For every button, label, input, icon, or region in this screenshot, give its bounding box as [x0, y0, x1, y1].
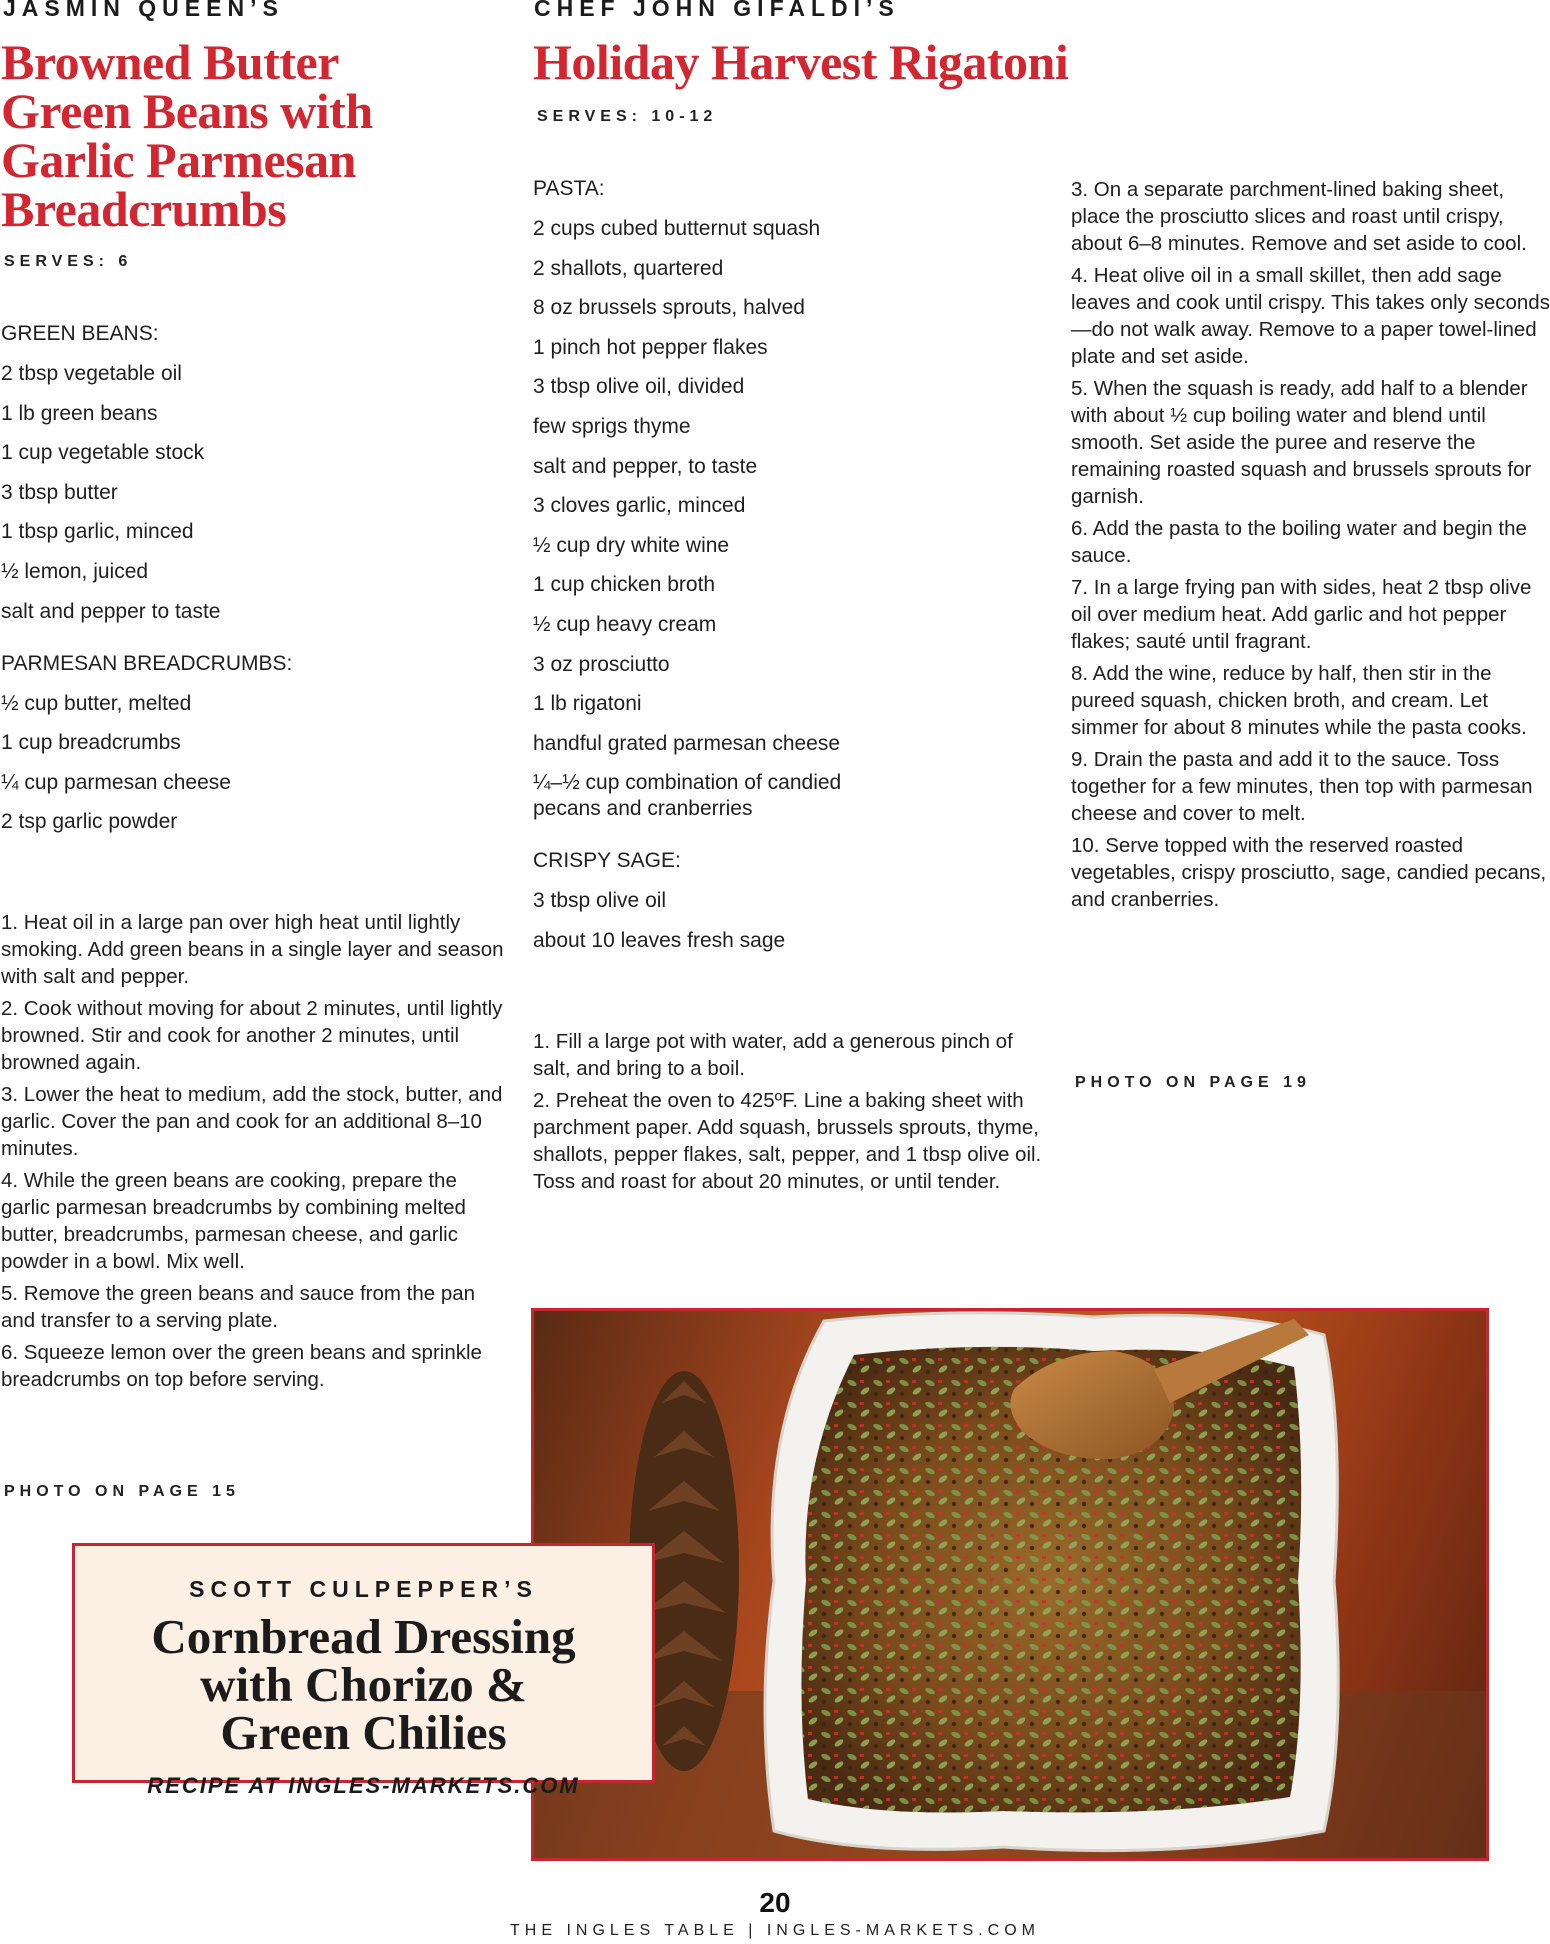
step-item: 3. On a separate parchment-lined baking sheet, place the prosciutto slices and roast until crispy, about 6–8 minutes. Remove and set aside to cool.: [1071, 178, 1527, 255]
step-item: 1. Heat oil in a large pan over high heat until lightly smoking. Add green beans in a single layer and season with salt and pepper.: [1, 911, 504, 988]
ingredient-item: 1 cup vegetable stock: [1, 441, 205, 465]
ingredient-item: 3 tbsp butter: [1, 480, 118, 504]
step-item: 5. Remove the green beans and sauce from the pan and transfer to a serving plate.: [1, 1282, 476, 1332]
step-item: 7. In a large frying pan with sides, heat 2 tbsp olive oil over medium heat. Add garlic and hot pepper flakes; sauté until fragrant.: [1071, 576, 1532, 653]
callout-link[interactable]: RECIPE AT INGLES-MARKETS.COM: [147, 1773, 580, 1798]
step-item: 10. Serve topped with the reserved roasted vegetables, crispy prosciutto, sage, candied pecans, and cranberries.: [1071, 834, 1547, 911]
ingredient-item: ¼–½ cup combination of candied pecans and cranberries: [533, 771, 842, 821]
breadcrumbs-heading: PARMESAN BREADCRUMBS:: [1, 651, 293, 675]
ingredient-item: 1 cup chicken broth: [533, 573, 716, 597]
recipe1-title: [1, 34, 521, 237]
ingredient-item: 1 tbsp garlic, minced: [1, 520, 194, 544]
ingredient-item: 3 cloves garlic, minced: [533, 494, 746, 518]
recipe1-steps: [1, 909, 506, 1398]
step-item: 2. Preheat the oven to 425ºF. Line a baking sheet with parchment paper. Add squash, brussels sprouts, thyme, shallots, pepper flakes, salt, pepper, and 1 tbsp olive oil. Toss and roast for about 20 minutes, or until tender.: [533, 1089, 1042, 1193]
ingredient-item: 1 pinch hot pepper flakes: [533, 335, 768, 359]
pasta-list: [533, 216, 1033, 822]
callout-title-line: Green Chilies: [220, 1705, 507, 1760]
ingredient-item: 1 lb green beans: [1, 401, 158, 425]
green-beans-heading: GREEN BEANS:: [1, 322, 159, 345]
pasta-heading: PASTA:: [533, 177, 605, 200]
ingredient-item: 2 shallots, quartered: [533, 256, 724, 280]
ingredient-item: handful grated parmesan cheese: [533, 731, 841, 755]
ingredient-item: ½ lemon, juiced: [1, 559, 149, 583]
ingredient-item: few sprigs thyme: [533, 414, 691, 438]
ingredient-item: 1 lb rigatoni: [533, 692, 642, 716]
callout-box: [72, 1543, 655, 1798]
breadcrumbs-list: [1, 691, 501, 836]
food-photo: [531, 1308, 1489, 1861]
ingredient-item: salt and pepper, to taste: [533, 454, 758, 478]
recipe2-ingredients: [533, 176, 1033, 968]
step-item: 1. Fill a large pot with water, add a generous pinch of salt, and bring to a boil.: [533, 1030, 1013, 1080]
recipe2-kicker: CHEF JOHN GIFALDI’S: [534, 0, 900, 21]
recipe1-kicker: JASMIN QUEEN’S: [3, 0, 284, 21]
ingredient-item: 3 tbsp olive oil, divided: [533, 375, 745, 399]
recipe1-title-line: Breadcrumbs: [1, 181, 287, 237]
recipe2-steps-right: [1071, 176, 1550, 918]
step-item: 6. Add the pasta to the boiling water and begin the sauce.: [1071, 517, 1527, 567]
step-item: 8. Add the wine, reduce by half, then stir in the pureed squash, chicken broth, and cream. Let simmer for about 8 minutes while the pasta cooks.: [1071, 662, 1527, 739]
ingredient-item: 2 cups cubed butternut squash: [533, 217, 821, 240]
ingredient-item: 2 tsp garlic powder: [1, 810, 178, 834]
callout-kicker: SCOTT CULPEPPER’S: [189, 1576, 538, 1602]
recipe2-title: Holiday Harvest Rigatoni: [533, 34, 1069, 90]
recipe1-ingredients: [1, 321, 501, 849]
ingredient-item: ¼ cup parmesan cheese: [1, 770, 231, 794]
callout-title-line: Cornbread Dressing: [151, 1609, 576, 1664]
recipe2-photo-note: PHOTO ON PAGE 19: [1075, 1074, 1311, 1091]
ingredient-item: ½ cup dry white wine: [533, 533, 730, 557]
recipe1-title-line: Browned Butter: [1, 34, 339, 90]
step-item: 4. Heat olive oil in a small skillet, then add sage leaves and cook until crispy. This takes only seconds—do not walk away. Remove to a paper towel-lined plate and set aside.: [1071, 264, 1550, 368]
recipe1-photo-note: PHOTO ON PAGE 15: [4, 1483, 240, 1500]
step-item: 9. Drain the pasta and add it to the sauce. Toss together for a few minutes, then top with parmesan cheese and cover to melt.: [1071, 748, 1533, 825]
recipe1-title-line: Green Beans with: [1, 83, 373, 139]
step-item: 5. When the squash is ready, add half to a blender with about ½ cup boiling water and blend until smooth. Set aside the puree and reserve the remaining roasted squash and brussels sprouts for garnish.: [1071, 377, 1532, 508]
ingredient-item: 2 tbsp vegetable oil: [1, 362, 182, 385]
ingredient-item: ½ cup heavy cream: [533, 612, 717, 636]
ingredient-item: 8 oz brussels sprouts, halved: [533, 296, 805, 320]
ingredient-item: 3 oz prosciutto: [533, 652, 670, 676]
recipe1-title-line: Garlic Parmesan: [1, 132, 356, 188]
green-beans-list: [1, 361, 501, 625]
ingredient-item: about 10 leaves fresh sage: [533, 928, 786, 952]
step-item: 2. Cook without moving for about 2 minutes, until lightly browned. Stir and cook for another 2 minutes, until browned again.: [1, 997, 503, 1074]
recipe1-serves: SERVES: 6: [4, 253, 133, 270]
page-number: 20: [759, 1887, 791, 1918]
footer-text: THE INGLES TABLE | INGLES-MARKETS.COM: [510, 1922, 1040, 1939]
sage-list: [533, 888, 1033, 954]
cornbread-dressing-image: [534, 1311, 1486, 1858]
callout-title: [75, 1609, 652, 1760]
ingredient-item: salt and pepper to taste: [1, 599, 221, 623]
step-item: 3. Lower the heat to medium, add the stock, butter, and garlic. Cover the pan and cook for an additional 8–10 minutes.: [1, 1083, 503, 1160]
recipe2-steps-left: [533, 1028, 1043, 1200]
callout-title-line: with Chorizo &: [200, 1657, 527, 1712]
ingredient-item: ½ cup butter, melted: [1, 691, 192, 715]
ingredient-item: 3 tbsp olive oil: [533, 889, 667, 913]
ingredient-item: 1 cup breadcrumbs: [1, 731, 181, 755]
recipe2-serves: SERVES: 10-12: [537, 108, 718, 125]
step-item: 6. Squeeze lemon over the green beans and sprinkle breadcrumbs on top before serving.: [1, 1341, 482, 1391]
sage-heading: CRISPY SAGE:: [533, 849, 681, 873]
step-item: 4. While the green beans are cooking, prepare the garlic parmesan breadcrumbs by combining melted butter, breadcrumbs, parmesan cheese, and garlic powder in a bowl. Mix well.: [1, 1169, 466, 1273]
